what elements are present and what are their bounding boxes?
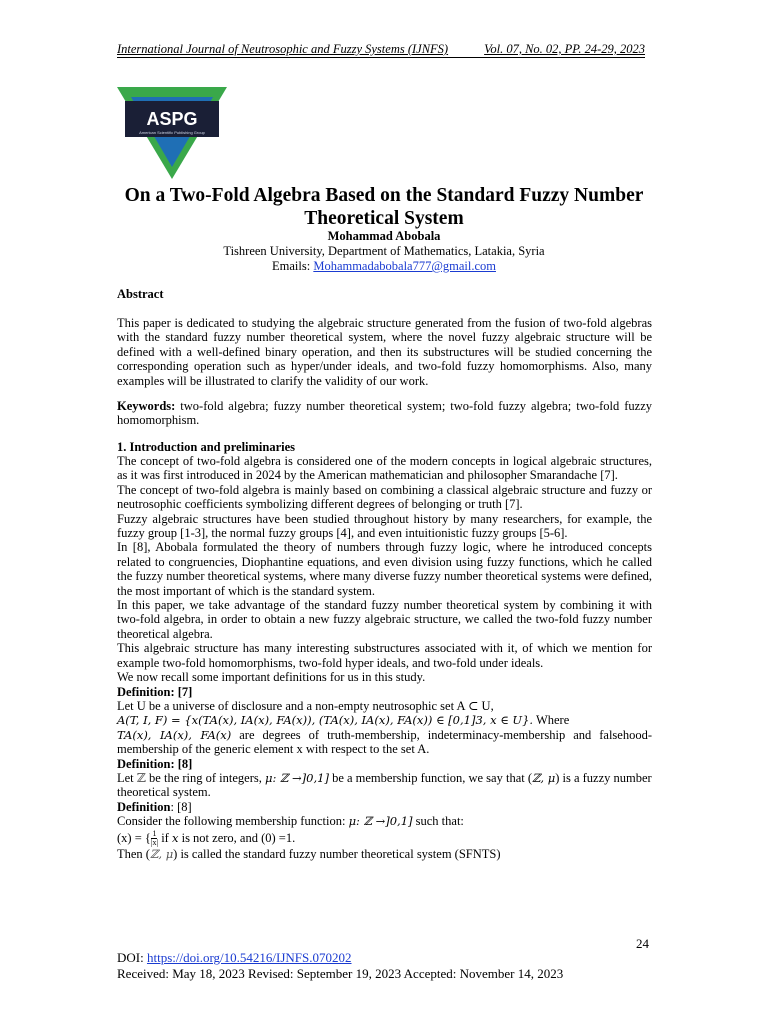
keywords-label: Keywords: [117, 399, 176, 413]
submission-dates: Received: May 18, 2023 Revised: September 19, 2023 Accepted: November 14, 2023 [117, 966, 564, 981]
definition-text: Then (ℤ, μ) is called the standard fuzzy number theoretical system (SFNTS) [117, 847, 501, 862]
definition-text: TA(x), IA(x), FA(x) are degrees of truth-membership, indeterminacy-membership and falsehood-membership of the generic element x with respect to the set A. [117, 727, 652, 757]
intro-paragraph: The concept of two-fold algebra is considered one of the modern concepts in logical algebraic structures, as it was first introduced in 2024 by the American mathematician and philosopher Smarandache [7]. [117, 454, 652, 483]
keywords [117, 399, 652, 428]
doi-link[interactable]: https://doi.org/10.54216/IJNFS.070202 [146, 950, 352, 965]
keywords-text: two-fold algebra; fuzzy number theoretical system; two-fold fuzzy algebra; two-fold fuzzy homomorphism. [117, 399, 652, 428]
abstract-text: This paper is dedicated to studying the algebraic structure generated from the fusion of two-fold algebras with the standard fuzzy number theoretical system, where the novel fuzzy algebraic structure will be defined with a well-defined binary operation, and then its substructures will be studied concerning the corresponding operation such as hyper/under ideals, and two-fold fuzzy homomorphisms. Also, many examples will be illustrated to clarify the validity of our work. [117, 316, 652, 388]
aspg-logo [117, 87, 227, 179]
running-header [117, 42, 645, 58]
journal-name: International Journal of Neutrosophic and Fuzzy Systems (IJNFS) [117, 42, 449, 56]
definition-heading: Definition: [8] [117, 756, 193, 771]
author-name: Mohammad Abobala [327, 229, 441, 243]
email-line [117, 259, 651, 274]
definition-text: Let ℤ be the ring of integers, μ: ℤ →]0,1] be a membership function, we say that (ℤ, μ) is a fuzzy number [117, 770, 652, 785]
intro-paragraph: Fuzzy algebraic structures have been studied throughout history by many researchers, for example, the fuzzy group [1-3], the normal fuzzy groups [4], and even intuitionistic fuzzy groups [5-6]. [117, 511, 652, 541]
definition-heading: Definition: [7] [117, 684, 193, 699]
neutrosophic-set-formula: A(T, I, F) = {x(TA(x), IA(x), FA(x)), (TA(x), IA(x), FA(x)) ∈ [0,1]3, x ∈ U}. [117, 713, 534, 728]
intro-paragraph: The concept of two-fold algebra is mainly based on combining a classical algebraic structure and fuzzy or neutrosophic coefficients symbolizing different degrees of belonging or truth [7]. [117, 482, 652, 512]
membership-formula: (x) = { $\frac{1}{|x|}$ if x is not zero, and (0) =1. [117, 829, 296, 848]
email-link[interactable]: Mohammadabobala777@gmail.com [313, 259, 496, 273]
abstract-heading: Abstract [117, 287, 164, 301]
intro-paragraph: This algebraic structure has many interesting substructures associated with it, of which we mention for example two-fold homomorphisms, two-fold hyper ideals, and two-fold under ideals. [117, 641, 652, 670]
logo-text: ASPG [146, 109, 198, 129]
paper-title: On a Two-Fold Algebra Based on the Standard Fuzzy Number Theoretical System [124, 185, 644, 229]
definition-heading: Definition: [8] [117, 799, 192, 814]
fraction: $\frac{1}{|x|}$ [150, 829, 159, 848]
volume-info: Vol. 07, No. 02, PP. 24-29, 2023 [484, 42, 645, 56]
definition-formula: A(T, I, F) = {x(TA(x), IA(x), FA(x)), (TA(x), IA(x), FA(x)) ∈ [0,1]3, x ∈ U}. Where [117, 713, 570, 728]
affiliation: Tishreen University, Department of Mathematics, Latakia, Syria [223, 244, 545, 258]
logo-subtext: American Scientific Publishing Group [139, 130, 205, 135]
intro-paragraph: In this paper, we take advantage of the standard fuzzy number theoretical system by combining it with two-fold algebra, in order to obtain a new fuzzy algebraic structure, we called the two-fold fuzzy number theoretical algebra. [117, 598, 652, 641]
intro-paragraph: We now recall some important definitions for us in this study. [117, 670, 426, 685]
doi-line: DOI: https://doi.org/10.54216/IJNFS.070202 [117, 950, 352, 965]
page-number: 24 [636, 936, 649, 951]
membership-functions: TA(x), IA(x), FA(x) [117, 727, 232, 742]
definition-text: Consider the following membership function: μ: ℤ →]0,1] such that: [117, 814, 464, 829]
definition-text: Let U be a universe of disclosure and a non-empty neutrosophic set A ⊂ U, [117, 698, 494, 713]
definition-text: theoretical system. [117, 785, 211, 800]
section-heading: 1. Introduction and preliminaries [117, 440, 296, 454]
intro-paragraph: In [8], Abobala formulated the theory of numbers through fuzzy logic, where he introduced concepts related to congruencies, Diophantine equations, and even division using fuzzy functions, which he called the fuzzy number theoretical systems, where many diverse fuzzy number theoretical systems were defined, the most important of which is the standard system. [117, 540, 652, 598]
introduction [117, 454, 652, 862]
email-label: Emails: [272, 259, 314, 273]
